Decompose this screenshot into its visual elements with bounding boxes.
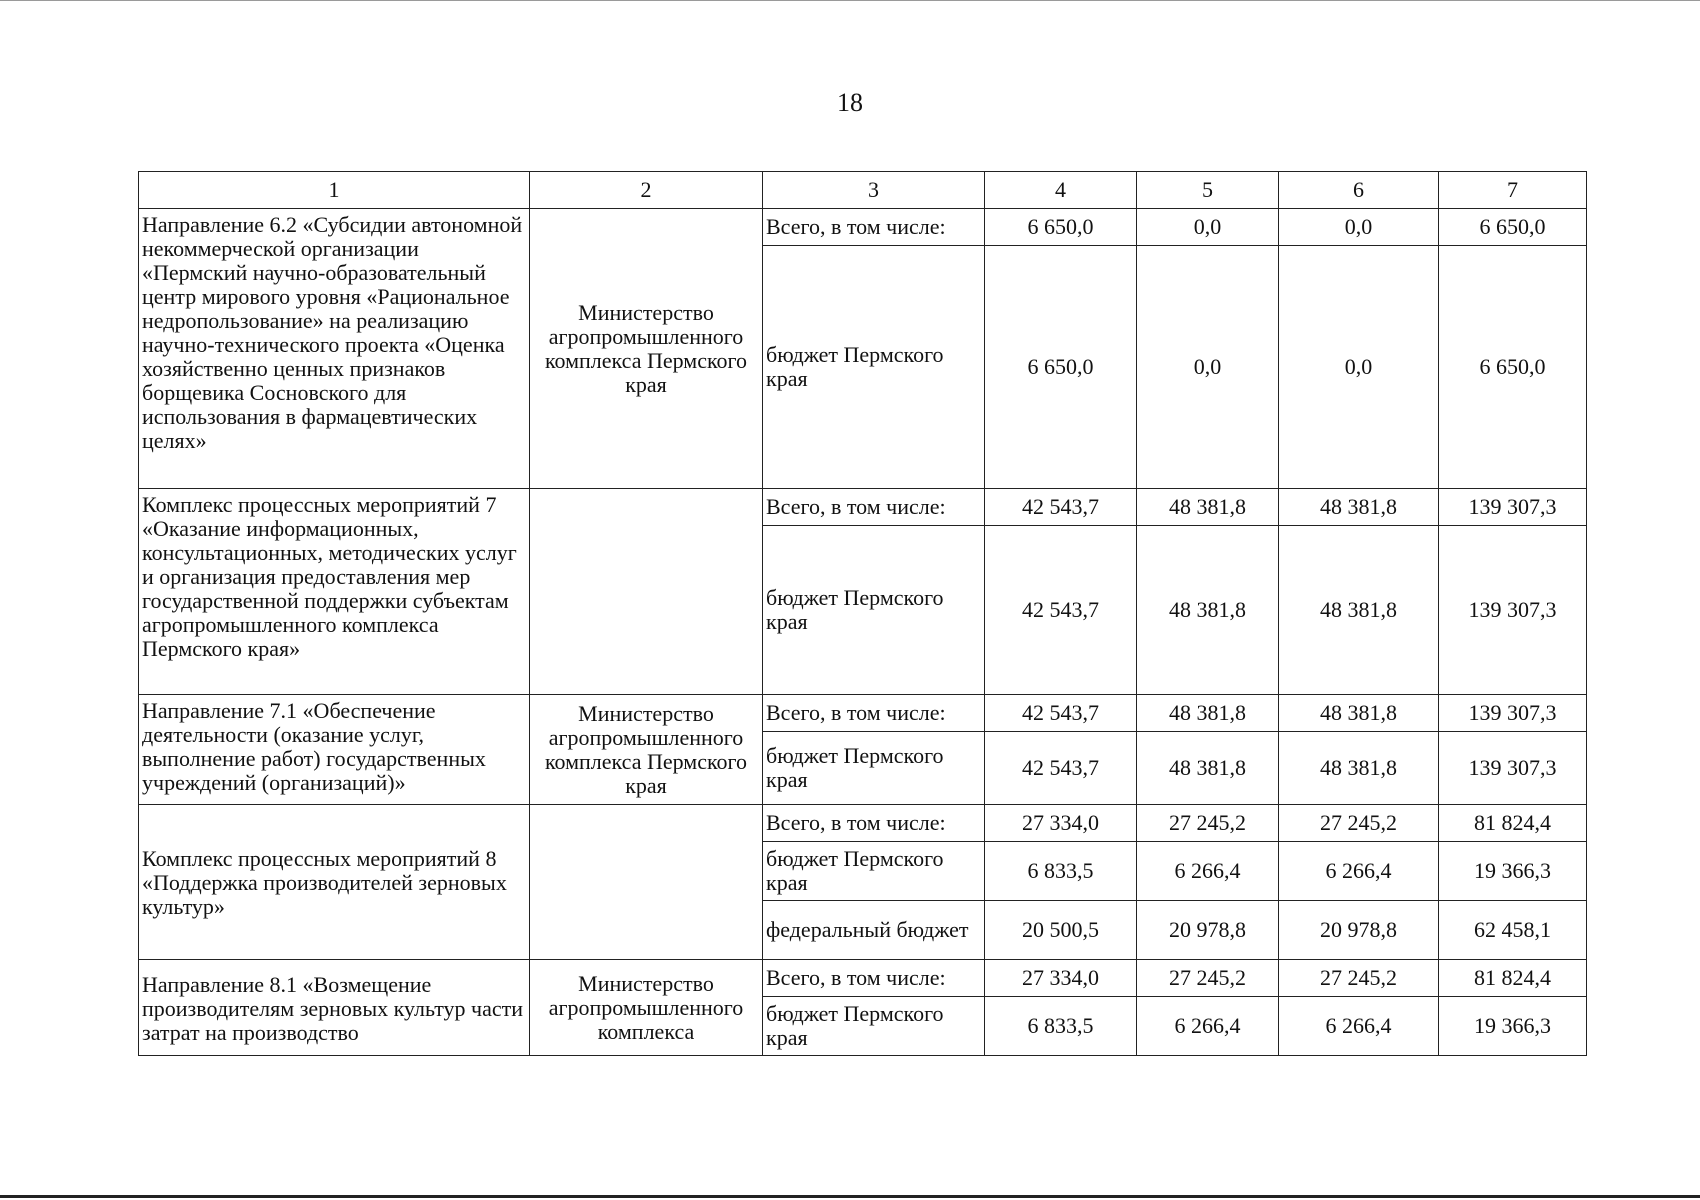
value-cell: 0,0 [1279, 209, 1439, 246]
funding-source: бюджет Пермского края [763, 526, 985, 695]
value-cell: 27 245,2 [1137, 960, 1279, 997]
value-cell: 42 543,7 [985, 695, 1137, 732]
value-cell: 139 307,3 [1439, 489, 1587, 526]
value-cell: 48 381,8 [1279, 526, 1439, 695]
value-cell: 139 307,3 [1439, 526, 1587, 695]
value-cell: 6 266,4 [1137, 997, 1279, 1056]
funding-source: Всего, в том числе: [763, 805, 985, 842]
column-header: 2 [530, 172, 763, 209]
value-cell: 6 650,0 [985, 209, 1137, 246]
value-cell: 27 334,0 [985, 960, 1137, 997]
funding-source: бюджет Пермского края [763, 732, 985, 805]
value-cell: 20 500,5 [985, 901, 1137, 960]
value-cell: 42 543,7 [985, 489, 1137, 526]
value-cell: 27 334,0 [985, 805, 1137, 842]
value-cell: 48 381,8 [1137, 526, 1279, 695]
executor: Министерство агропромышленного комплекса Пермского края [530, 209, 763, 489]
value-cell: 6 650,0 [985, 246, 1137, 489]
funding-source: Всего, в том числе: [763, 489, 985, 526]
column-header: 5 [1137, 172, 1279, 209]
value-cell: 0,0 [1137, 209, 1279, 246]
bottom-edge-rule [0, 1195, 1700, 1198]
table-row [139, 805, 1587, 842]
value-cell: 139 307,3 [1439, 732, 1587, 805]
funding-source: федеральный бюджет [763, 901, 985, 960]
value-cell: 6 266,4 [1279, 842, 1439, 901]
value-cell: 19 366,3 [1439, 842, 1587, 901]
table-row [139, 695, 1587, 732]
value-cell: 48 381,8 [1137, 695, 1279, 732]
value-cell: 6 650,0 [1439, 209, 1587, 246]
value-cell: 48 381,8 [1279, 489, 1439, 526]
value-cell: 62 458,1 [1439, 901, 1587, 960]
measure-name: Направление 6.2 «Субсидии автономной некоммерческой организации «Пермский научно-образовательный центр мирового уровня «Рациональное недропользование» на реализацию научно-технического проекта «Оценка хозяйственно ценных признаков борщевика Сосновского для использования в фармацевтических целях» [139, 209, 530, 489]
column-header: 4 [985, 172, 1137, 209]
table-row [139, 489, 1587, 526]
value-cell: 42 543,7 [985, 732, 1137, 805]
executor [530, 489, 763, 695]
measure-name: Комплекс процессных мероприятий 8 «Поддержка производителей зерновых культур» [139, 805, 530, 960]
value-cell: 48 381,8 [1137, 489, 1279, 526]
value-cell: 27 245,2 [1137, 805, 1279, 842]
table-header-row [139, 172, 1587, 209]
measure-name: Направление 8.1 «Возмещение производителям зерновых культур части затрат на производство [139, 960, 530, 1056]
table-row [139, 960, 1587, 997]
top-edge-rule [0, 0, 1700, 1]
value-cell: 27 245,2 [1279, 805, 1439, 842]
funding-source: бюджет Пермского края [763, 246, 985, 489]
column-header: 1 [139, 172, 530, 209]
value-cell: 81 824,4 [1439, 805, 1587, 842]
funding-source: Всего, в том числе: [763, 695, 985, 732]
value-cell: 6 650,0 [1439, 246, 1587, 489]
executor: Министерство агропромышленного комплекса Пермского края [530, 695, 763, 805]
funding-source: Всего, в том числе: [763, 960, 985, 997]
value-cell: 6 266,4 [1137, 842, 1279, 901]
column-header: 3 [763, 172, 985, 209]
funding-source: бюджет Пермского края [763, 842, 985, 901]
column-header: 7 [1439, 172, 1587, 209]
value-cell: 81 824,4 [1439, 960, 1587, 997]
measure-name: Комплекс процессных мероприятий 7 «Оказание информационных, консультационных, методических услуг и организация предоставления мер государственной поддержки субъектам агропромышленного комплекса Пермского края» [139, 489, 530, 695]
funding-source: бюджет Пермского края [763, 997, 985, 1056]
value-cell: 48 381,8 [1279, 695, 1439, 732]
value-cell: 27 245,2 [1279, 960, 1439, 997]
funding-source: Всего, в том числе: [763, 209, 985, 246]
value-cell: 6 266,4 [1279, 997, 1439, 1056]
value-cell: 6 833,5 [985, 997, 1137, 1056]
value-cell: 6 833,5 [985, 842, 1137, 901]
column-header: 6 [1279, 172, 1439, 209]
value-cell: 139 307,3 [1439, 695, 1587, 732]
value-cell: 42 543,7 [985, 526, 1137, 695]
measure-name: Направление 7.1 «Обеспечение деятельности (оказание услуг, выполнение работ) государственных учреждений (организаций)» [139, 695, 530, 805]
value-cell: 48 381,8 [1137, 732, 1279, 805]
page-number: 18 [837, 88, 863, 117]
value-cell: 48 381,8 [1279, 732, 1439, 805]
executor [530, 805, 763, 960]
value-cell: 0,0 [1279, 246, 1439, 489]
value-cell: 19 366,3 [1439, 997, 1587, 1056]
value-cell: 20 978,8 [1279, 901, 1439, 960]
executor: Министерство агропромышленного комплекса [530, 960, 763, 1056]
value-cell: 0,0 [1137, 246, 1279, 489]
budget-table [138, 171, 1587, 1056]
table-row [139, 209, 1587, 246]
value-cell: 20 978,8 [1137, 901, 1279, 960]
